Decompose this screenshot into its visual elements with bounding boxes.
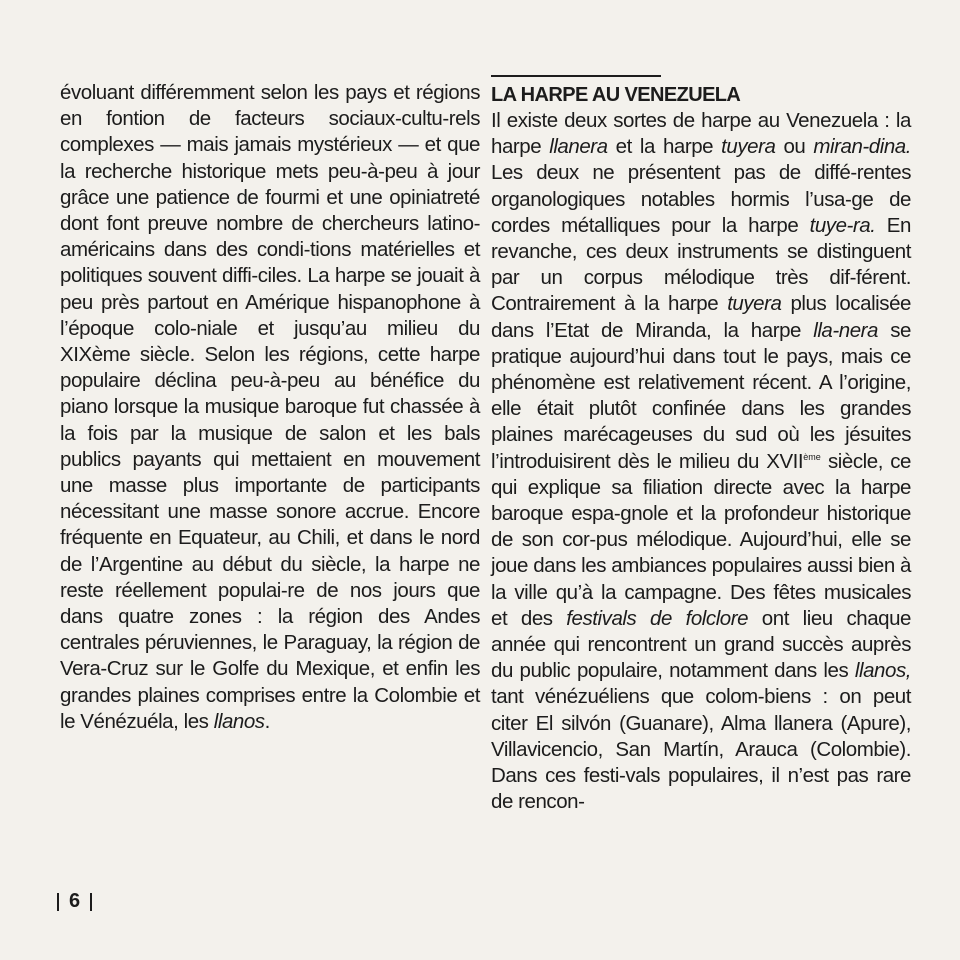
italic-term: tuyera	[721, 135, 776, 159]
text-run: ont lieu chaque année qui rencontrent un grand succès auprès du public populaire, notamment dans les	[491, 606, 911, 683]
left-paragraph	[60, 80, 480, 735]
italic-term: llanera	[549, 135, 608, 159]
italic-term: festivals de folclore	[566, 606, 749, 630]
text-run: siècle, ce qui explique sa filiation directe avec la harpe baroque espa-gnole et la profondeur historique de son cor-pus mélodique. Aujourd’hui, elle se joue dans les ambiances populaires aussi bien à la ville qu’à la campagne. Des fêtes musicales et des	[491, 449, 911, 630]
italic-term: tuye-ra.	[809, 213, 876, 237]
text-run: Il existe deux sortes de harpe au Venezuela : la harpe	[491, 109, 911, 159]
text-run: .	[264, 709, 270, 733]
page-number: 6	[69, 890, 81, 912]
italic-term: miran-dina.	[813, 135, 911, 159]
text-run: tant vénézuéliens que colom-biens : on peut citer El silvón (Guanare), Alma llanera (Apure), Villavicencio, San Martín, Arauca (Colombie). Dans ces festi-vals populaires, il n’est pas rare de rencon-	[491, 685, 911, 814]
italic-term: llanos	[213, 709, 265, 733]
section-heading: LA HARPE AU VENEZUELA	[491, 84, 741, 106]
text-run: Les deux ne présentent pas de diffé-rentes organologiques notables hormis l’usa-ge de cordes métalliques pour la harpe	[491, 161, 911, 237]
page-folio	[57, 890, 92, 913]
italic-term: tuyera	[727, 292, 782, 316]
folio-bar-right	[90, 893, 92, 911]
right-paragraph	[491, 108, 911, 815]
text-run: plus localisée dans l’Etat de Miranda, la harpe	[491, 292, 911, 342]
text-run: évoluant différemment selon les pays et régions en fontion de facteurs sociaux-cultu-rels complexes — mais jamais mystérieux — et que la recherche historique mets peu-à-peu à jour grâce une patience de fourmi et une opiniatreté dont font preuve nombre de chercheurs latino-américains dans des condi-tions matérielles et politiques souvent diffi-ciles. La harpe se jouait à peu près partout en Amérique hispanophone à l’époque colo-niale et jusqu’au milieu du XIXème siècle. Selon les régions, cette harpe populaire déclina peu-à-peu au bénéfice du piano lorsque la musique baroque fut chassée à la fois par la musique de salon et les bals publics payants qui mettaient en mouvement une masse plus importante de participants nécessitant une masse sonore accrue. Encore fréquente en Equateur, au Chili, et dans le nord de l’Argentine au début du siècle, la harpe ne reste réellement populai-re de nos jours que dans quatre zones : la région des Andes centrales péruviennes, le Paraguay, la région de Vera-Cruz sur le Golfe du Mexique, et enfin les grandes plaines comprises entre la Colombie et le Vénézuéla, les	[60, 81, 480, 733]
right-text-column	[491, 80, 911, 815]
superscript: ème	[803, 451, 821, 462]
text-run: ou	[775, 135, 814, 159]
italic-term: lla-nera	[813, 318, 878, 342]
text-run: En revanche, ces deux instruments se distinguent par un corpus mélodique très dif-férent. Contrairement à la harpe	[491, 213, 911, 316]
section-rule	[491, 75, 661, 77]
text-run: se pratique aujourd’hui dans tout le pays, mais ce phénomène est relativement récent. A l’origine, elle était plutôt confinée dans les grandes plaines marécageuses du sud où les jésuites l’introduisirent dès le milieu du XVII	[491, 318, 911, 473]
italic-term: llanos,	[854, 659, 911, 683]
text-run: et la harpe	[607, 135, 722, 159]
folio-bar-left	[57, 893, 59, 911]
left-text-column	[60, 80, 480, 735]
